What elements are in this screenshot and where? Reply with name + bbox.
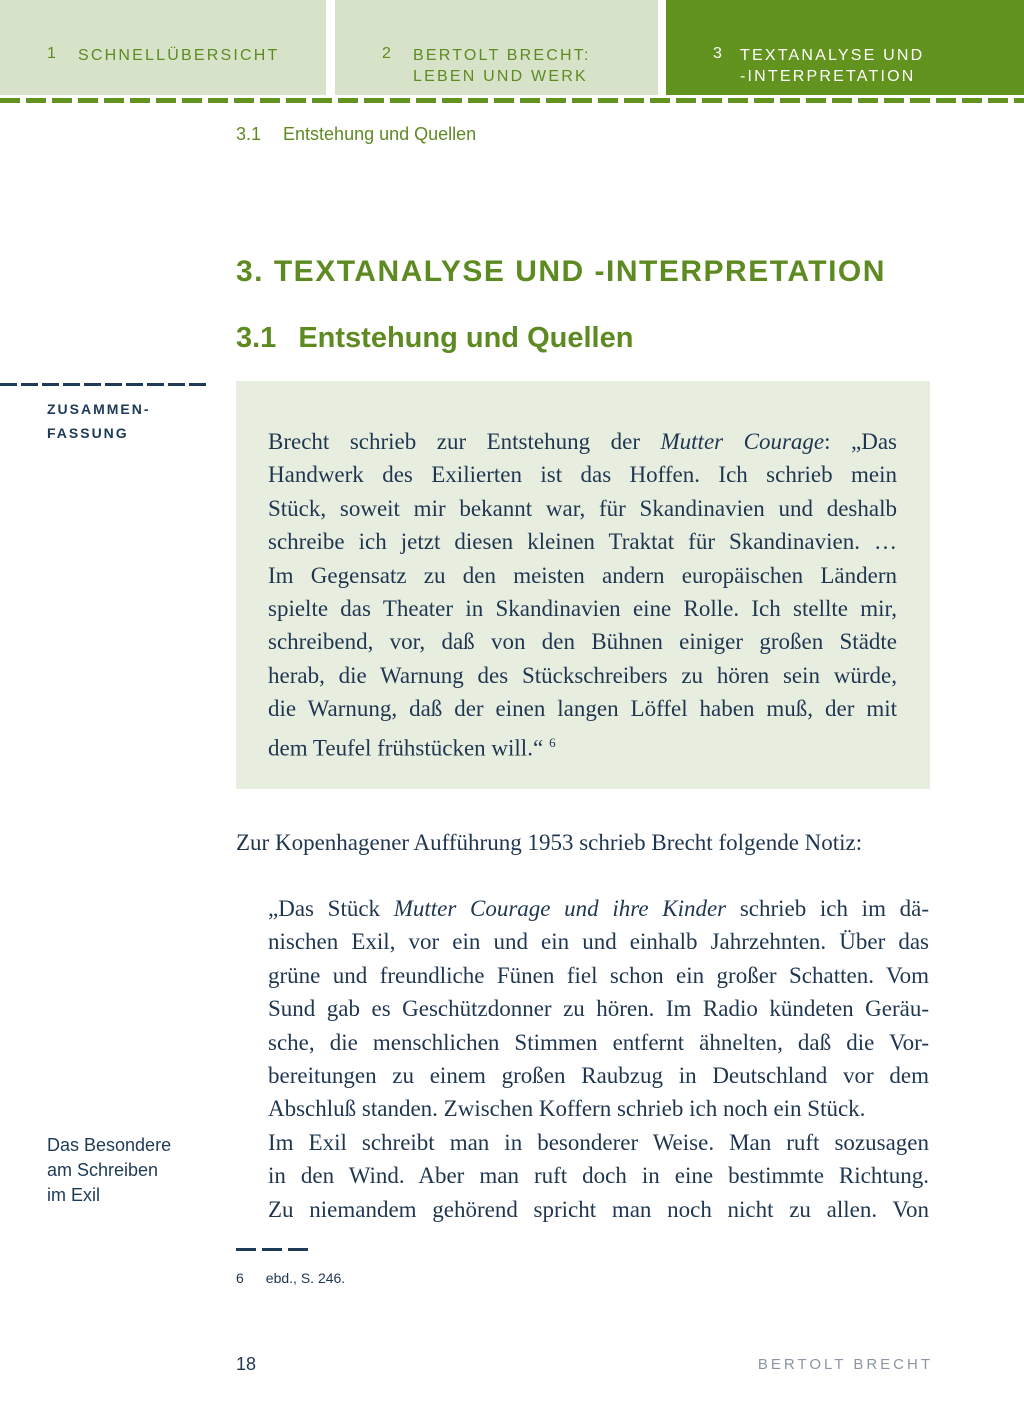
tab-schnelluebersicht[interactable] [0,0,326,95]
tab-label-line: LEBEN UND WERK [413,68,588,85]
section-title-text: Entstehung und Quellen [298,322,634,354]
text-line: Stück, soweit mir bekannt war, für Skandinavien und deshalb [268,495,897,521]
text-line: Zu niemandem gehörend spricht man noch nicht zu allen. Von [268,1196,929,1222]
running-head [236,124,476,145]
text-span: schrieb ich im dä- [726,896,930,921]
margin-divider [0,383,206,386]
tab-label-line: BERTOLT BRECHT: [413,47,591,64]
text-line: sche, die menschlichen Stimmen entfernt ähnelten, daß die Vor- [268,1029,929,1055]
footnote-text: ebd., S. 246. [265,1270,346,1286]
margin-line: im Exil [47,1185,100,1205]
tab-number: 2 [382,45,394,62]
text-line: in den Wind. Aber man ruft doch in eine bestimmte Richtung. [268,1163,929,1189]
text-line [268,425,897,458]
work-title: Mutter Courage [660,429,825,454]
footnote-number: 6 [236,1270,244,1286]
tab-label: SCHNELLÜBERSICHT [78,47,280,64]
footer-title: BERTOLT BRECHT [757,1356,933,1373]
text-span: : „Das [824,429,897,454]
text-line: Handwerk des Exilierten ist das Hoffen. Ich schrieb mein [268,462,897,488]
text-line: Sund gab es Geschützdonner zu hören. Im Radio kündeten Geräu- [268,996,929,1022]
page-number: 18 [236,1354,257,1374]
margin-line: am Schreiben [47,1160,159,1180]
running-head-title: Entstehung und Quellen [283,124,477,144]
text-line: die Warnung, daß der einen langen Löffel haben muß, der mit [268,696,897,722]
tab-label-line: TEXTANALYSE UND [740,47,925,64]
tab-textanalyse[interactable] [666,0,1024,95]
margin-summary-label [47,397,151,445]
text-line [268,892,929,925]
footnote-divider [236,1248,308,1251]
text-line: grüne und freundliche Fünen fiel schon ein großer Schatten. Vom [268,962,929,988]
text-line: Im Gegensatz zu den meisten andern europäischen Ländern [268,562,897,588]
footnote [236,1270,345,1286]
tab-label [740,45,924,87]
tab-number: 1 [47,45,59,62]
text-line: Im Exil schreibt man in besonderer Weise. Man ruft sozusagen [268,1129,929,1155]
text-span: Brecht schrieb zur Entstehung der [268,429,661,454]
block-quote [268,892,929,1226]
summary-quote [268,425,897,759]
footnote-ref[interactable]: 6 [549,734,556,750]
text-span: dem Teufel frühstücken will.“ [268,735,544,761]
margin-note [47,1133,171,1208]
tab-number: 3 [713,45,725,62]
tab-label [413,45,591,87]
chapter-title: 3. TEXTANALYSE UND -INTERPRETATION [236,255,886,288]
text-line: schreibend, vor, daß von den Bühnen einiger großen Städte [268,629,897,655]
running-head-number: 3.1 [236,124,262,144]
tab-leben-und-werk[interactable] [335,0,658,95]
text-line [268,726,897,759]
text-line: nischen Exil, vor ein und ein und einhalb Jahrzehnten. Über das [268,929,929,955]
section-title [236,322,633,355]
margin-line: ZUSAMMEN- [47,401,151,417]
margin-line: FASSUNG [47,425,129,441]
work-title: Mutter Courage und ihre Kinder [393,896,727,921]
tab-label-line: -INTERPRETATION [740,68,916,85]
text-line: spielte das Theater in Skandinavien eine Rolle. Ich stellte mir, [268,595,897,621]
text-line: schreibe ich jetzt diesen kleinen Traktat für Skandinavien. … [268,529,897,555]
header-divider [0,98,1024,103]
text-line: Abschluß standen. Zwischen Koffern schrieb ich noch ein Stück. [268,1096,866,1122]
text-line: bereitungen zu einem großen Raubzug in Deutschland vor dem [268,1062,929,1088]
text-line: herab, die Warnung des Stückschreibers zu hören sein würde, [268,662,897,688]
text-line: Zur Kopenhagener Aufführung 1953 schrieb Brecht folgende Notiz: [236,830,863,855]
margin-line: Das Besondere [47,1135,172,1155]
intro-paragraph [236,826,928,859]
text-span: „Das Stück [268,896,394,921]
section-number: 3.1 [236,322,277,354]
